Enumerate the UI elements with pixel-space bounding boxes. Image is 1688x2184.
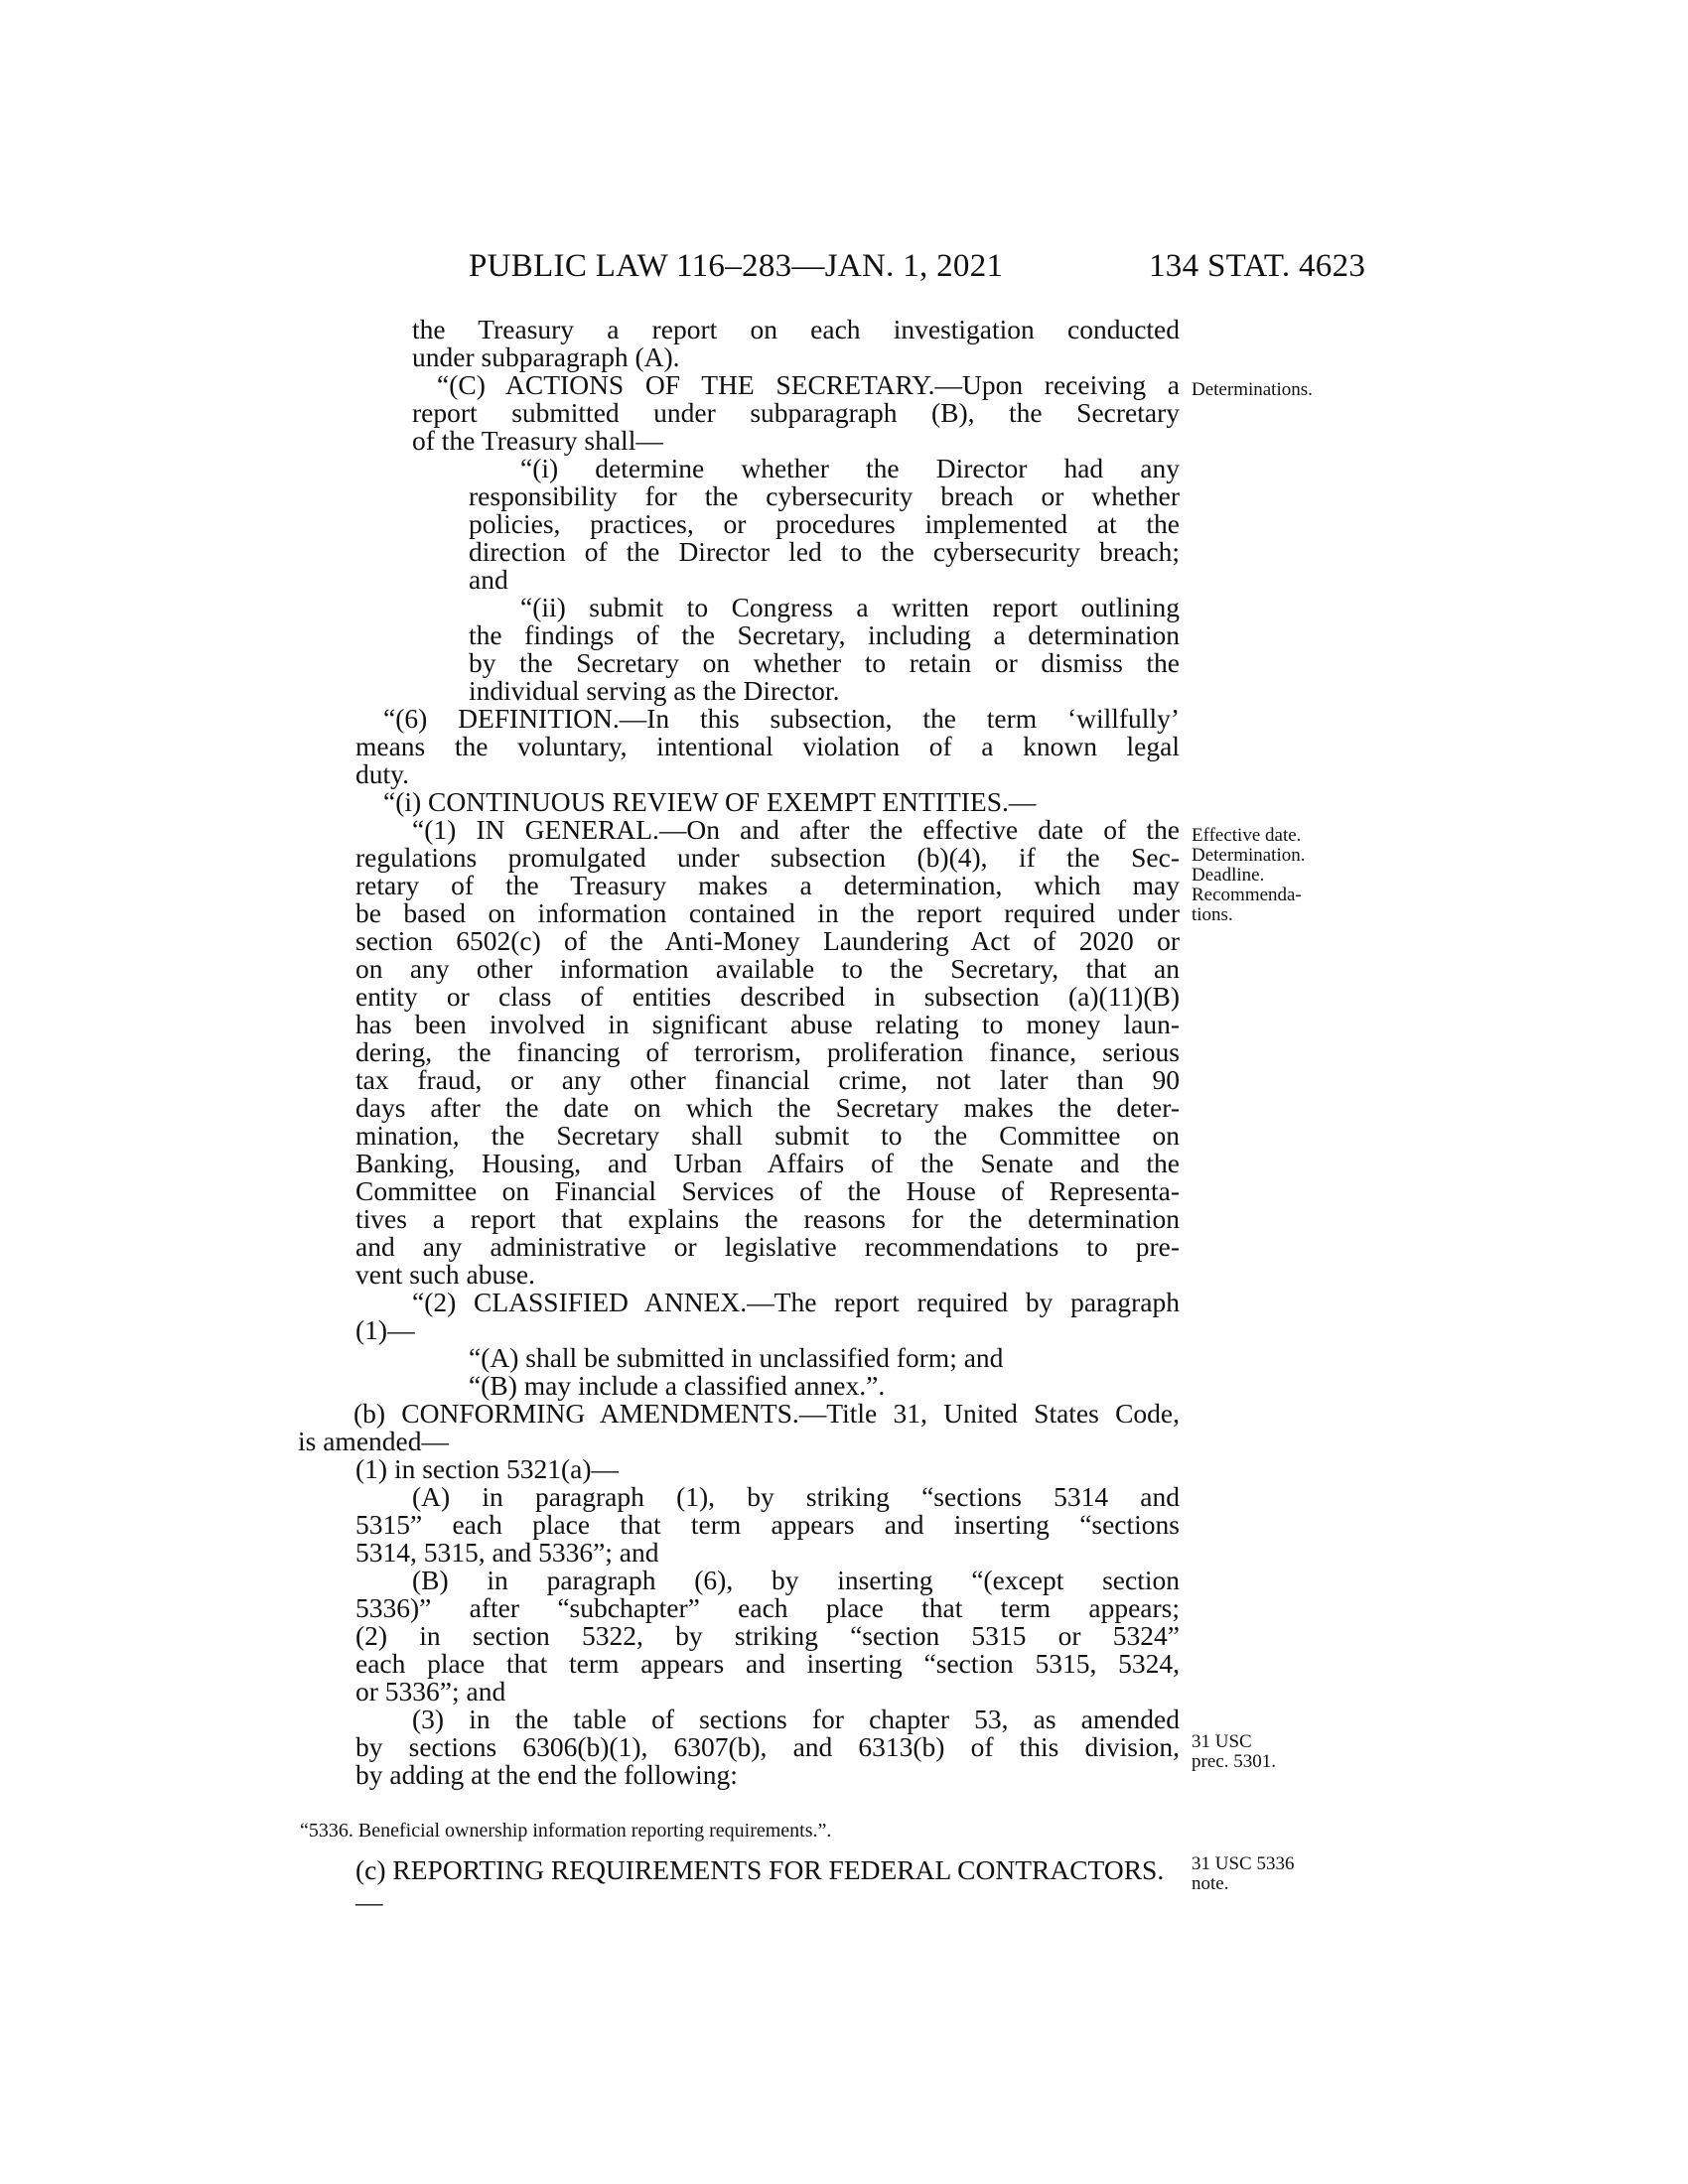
text-line: 5336)” after “subchapter” each place that term appears; — [355, 1592, 1180, 1623]
margin-note: Effective date. — [1192, 825, 1302, 846]
text-line: be based on information contained in the report required under — [355, 897, 1180, 928]
text-line: dering, the financing of terrorism, proliferation finance, serious — [355, 1036, 1180, 1067]
margin-note: Deadline. — [1192, 865, 1265, 886]
text-line: retary of the Treasury makes a determination, which may — [355, 870, 1180, 900]
text-line: and — [469, 564, 508, 595]
text-line: the findings of the Secretary, including a determination — [469, 619, 1180, 650]
text-line: of the Treasury shall— — [412, 425, 663, 456]
text-line: “(A) shall be submitted in unclassified form; and — [469, 1342, 1004, 1373]
text-line: (b) CONFORMING AMENDMENTS.—Title 31, United States Code, — [353, 1398, 1180, 1429]
text-line: duty. — [355, 758, 409, 789]
text-line: and any administrative or legislative recommendations to pre- — [355, 1231, 1180, 1262]
table-of-sections-entry: “5336. Beneficial ownership information reporting requirements.”. — [300, 1820, 832, 1842]
text-line: “(B) may include a classified annex.”. — [469, 1370, 886, 1401]
margin-note: note. — [1192, 1873, 1229, 1894]
subsection-heading: (c) REPORTING REQUIREMENTS FOR FEDERAL CONTRACTORS.— — [355, 1854, 1165, 1917]
margin-note: tions. — [1192, 904, 1233, 925]
text-line: Banking, Housing, and Urban Affairs of the Senate and the — [355, 1148, 1180, 1178]
text-line: “(C) ACTIONS OF THE SECRETARY.—Upon receiving a — [437, 369, 1180, 400]
text-line: report submitted under subparagraph (B), the Secretary — [412, 397, 1180, 428]
text-line: regulations promulgated under subsection (b)(4), if the Sec- — [355, 842, 1180, 873]
text-line: “(ii) submit to Congress a written report outlining — [520, 592, 1180, 622]
text-line: vent such abuse. — [355, 1259, 535, 1290]
text-line: days after the date on which the Secretary makes the deter- — [355, 1092, 1180, 1123]
text-line: or 5336”; and — [355, 1676, 506, 1706]
text-line: (3) in the table of sections for chapter 53, as amended — [412, 1704, 1180, 1734]
text-line: (1)— — [355, 1314, 415, 1345]
text-line: (A) in paragraph (1), by striking “sections 5314 and — [412, 1481, 1180, 1512]
text-line: on any other information available to the Secretary, that an — [355, 953, 1180, 984]
text-line: mination, the Secretary shall submit to the Committee on — [355, 1120, 1180, 1151]
text-line: direction of the Director led to the cybersecurity breach; — [469, 536, 1180, 567]
page-header-title: PUBLIC LAW 116–283—JAN. 1, 2021 — [469, 248, 1004, 284]
text-line: under subparagraph (A). — [412, 341, 680, 372]
text-line: Committee on Financial Services of the House of Representa- — [355, 1175, 1180, 1206]
text-line: 5315” each place that term appears and inserting “sections — [355, 1509, 1180, 1540]
text-line: by the Secretary on whether to retain or dismiss the — [469, 647, 1180, 678]
margin-note: Recommenda- — [1192, 885, 1302, 905]
text-line: entity or class of entities described in subsection (a)(11)(B) — [355, 981, 1180, 1012]
text-line: 5314, 5315, and 5336”; and — [355, 1537, 659, 1568]
text-line: “(1) IN GENERAL.—On and after the effective date of the — [412, 814, 1180, 845]
text-line: is amended— — [298, 1426, 449, 1456]
text-line: means the voluntary, intentional violation of a known legal — [355, 731, 1180, 761]
text-line: has been involved in significant abuse relating to money laun- — [355, 1009, 1180, 1039]
text-line: (B) in paragraph (6), by inserting “(except section — [412, 1565, 1180, 1595]
text-line: “(6) DEFINITION.—In this subsection, the term ‘willfully’ — [383, 703, 1180, 734]
text-line: individual serving as the Director. — [469, 675, 840, 706]
text-line: “(i) determine whether the Director had any — [520, 453, 1180, 483]
text-line: responsibility for the cybersecurity breach or whether — [469, 480, 1180, 511]
body-text — [298, 316, 1180, 1789]
text-line: by adding at the end the following: — [355, 1759, 738, 1790]
text-line: (2) in section 5322, by striking “section 5315 or 5324” — [355, 1620, 1180, 1651]
text-line: section 6502(c) of the Anti-Money Laundering Act of 2020 or — [355, 925, 1180, 956]
text-line: each place that term appears and inserting “section 5315, 5324, — [355, 1648, 1180, 1679]
text-line: (1) in section 5321(a)— — [355, 1453, 619, 1484]
margin-note: 31 USC 5336 — [1192, 1853, 1295, 1874]
text-line: the Treasury a report on each investigation conducted — [412, 314, 1180, 344]
margin-note: Determination. — [1192, 845, 1306, 866]
text-line: tax fraud, or any other financial crime, not later than 90 — [355, 1064, 1180, 1095]
text-line: by sections 6306(b)(1), 6307(b), and 6313(b) of this division, — [355, 1731, 1180, 1762]
margin-note: 31 USC — [1192, 1731, 1252, 1752]
text-line: “(i) CONTINUOUS REVIEW OF EXEMPT ENTITIES.— — [383, 786, 1037, 817]
margin-note: Determinations. — [1192, 379, 1313, 400]
text-line: policies, practices, or procedures implemented at the — [469, 508, 1180, 539]
margin-note: prec. 5301. — [1192, 1751, 1276, 1772]
text-line: “(2) CLASSIFIED ANNEX.—The report required by paragraph — [412, 1287, 1180, 1317]
page-header-stat: 134 STAT. 4623 — [1149, 248, 1366, 284]
text-line: tives a report that explains the reasons for the determination — [355, 1203, 1180, 1234]
